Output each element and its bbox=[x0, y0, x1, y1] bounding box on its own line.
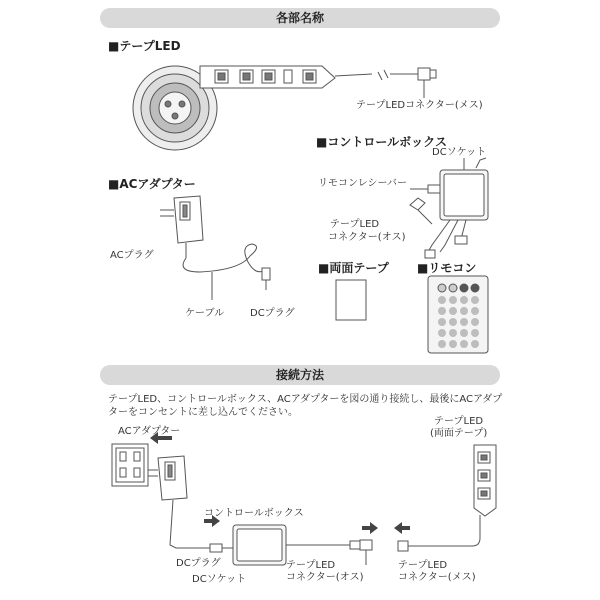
connection-control-box bbox=[233, 525, 372, 565]
control-box-drawing bbox=[410, 158, 488, 258]
connection-tape-led-label-2: (両面テープ) bbox=[430, 428, 488, 439]
connection-description: テープLED、コントロールボックス、ACアダプターを図の通り接続し、最後にACアダプターをコンセントに差し込んでください。 bbox=[108, 394, 503, 418]
tape-led-strip bbox=[200, 66, 436, 98]
parts-banner: 各部名称 bbox=[100, 8, 500, 28]
connection-female-connector-label-1: テープLED bbox=[398, 560, 448, 571]
double-sided-tape-drawing bbox=[336, 280, 366, 320]
connection-dc-socket-label: DCソケット bbox=[192, 574, 247, 585]
connection-tape-led bbox=[398, 445, 496, 551]
dc-socket-label: DCソケット bbox=[432, 147, 487, 158]
connection-control-box-label: コントロールボックス bbox=[204, 508, 304, 519]
wall-outlet bbox=[112, 444, 148, 486]
connection-male-connector-label-1: テープLED bbox=[286, 560, 336, 571]
connection-ac-adapter-label: ACアダプター bbox=[118, 426, 181, 437]
connection-tape-led-label-1: テープLED bbox=[434, 416, 484, 427]
ac-plug-label: ACプラグ bbox=[110, 250, 154, 261]
male-connector-label-2: コネクター(オス) bbox=[328, 232, 406, 243]
double-sided-tape-heading: ■両面テープ bbox=[318, 261, 389, 275]
ac-adapter-drawing bbox=[160, 196, 270, 300]
connection-ac-adapter bbox=[148, 456, 235, 552]
remote-heading: ■リモコン bbox=[417, 261, 477, 275]
connection-dc-plug-label: DCプラグ bbox=[176, 558, 221, 569]
connection-male-connector-label-2: コネクター(オス) bbox=[286, 572, 364, 583]
control-box-heading: ■コントロールボックス bbox=[316, 135, 447, 149]
connection-female-connector-label-2: コネクター(メス) bbox=[398, 572, 476, 583]
dc-plug-label: DCプラグ bbox=[250, 308, 295, 319]
tape-led-heading: ■テープLED bbox=[108, 39, 181, 53]
cable-label: ケーブル bbox=[185, 308, 225, 319]
male-connector-label-1: テープLED bbox=[330, 219, 380, 230]
remote-drawing bbox=[428, 276, 488, 353]
remote-receiver-label: リモコンレシーバー bbox=[318, 178, 407, 189]
ac-adapter-heading: ■ACアダプター bbox=[108, 177, 196, 191]
tape-led-connector-female-label: テープLEDコネクター(メス) bbox=[356, 100, 483, 111]
connection-banner: 接続方法 bbox=[100, 365, 500, 385]
